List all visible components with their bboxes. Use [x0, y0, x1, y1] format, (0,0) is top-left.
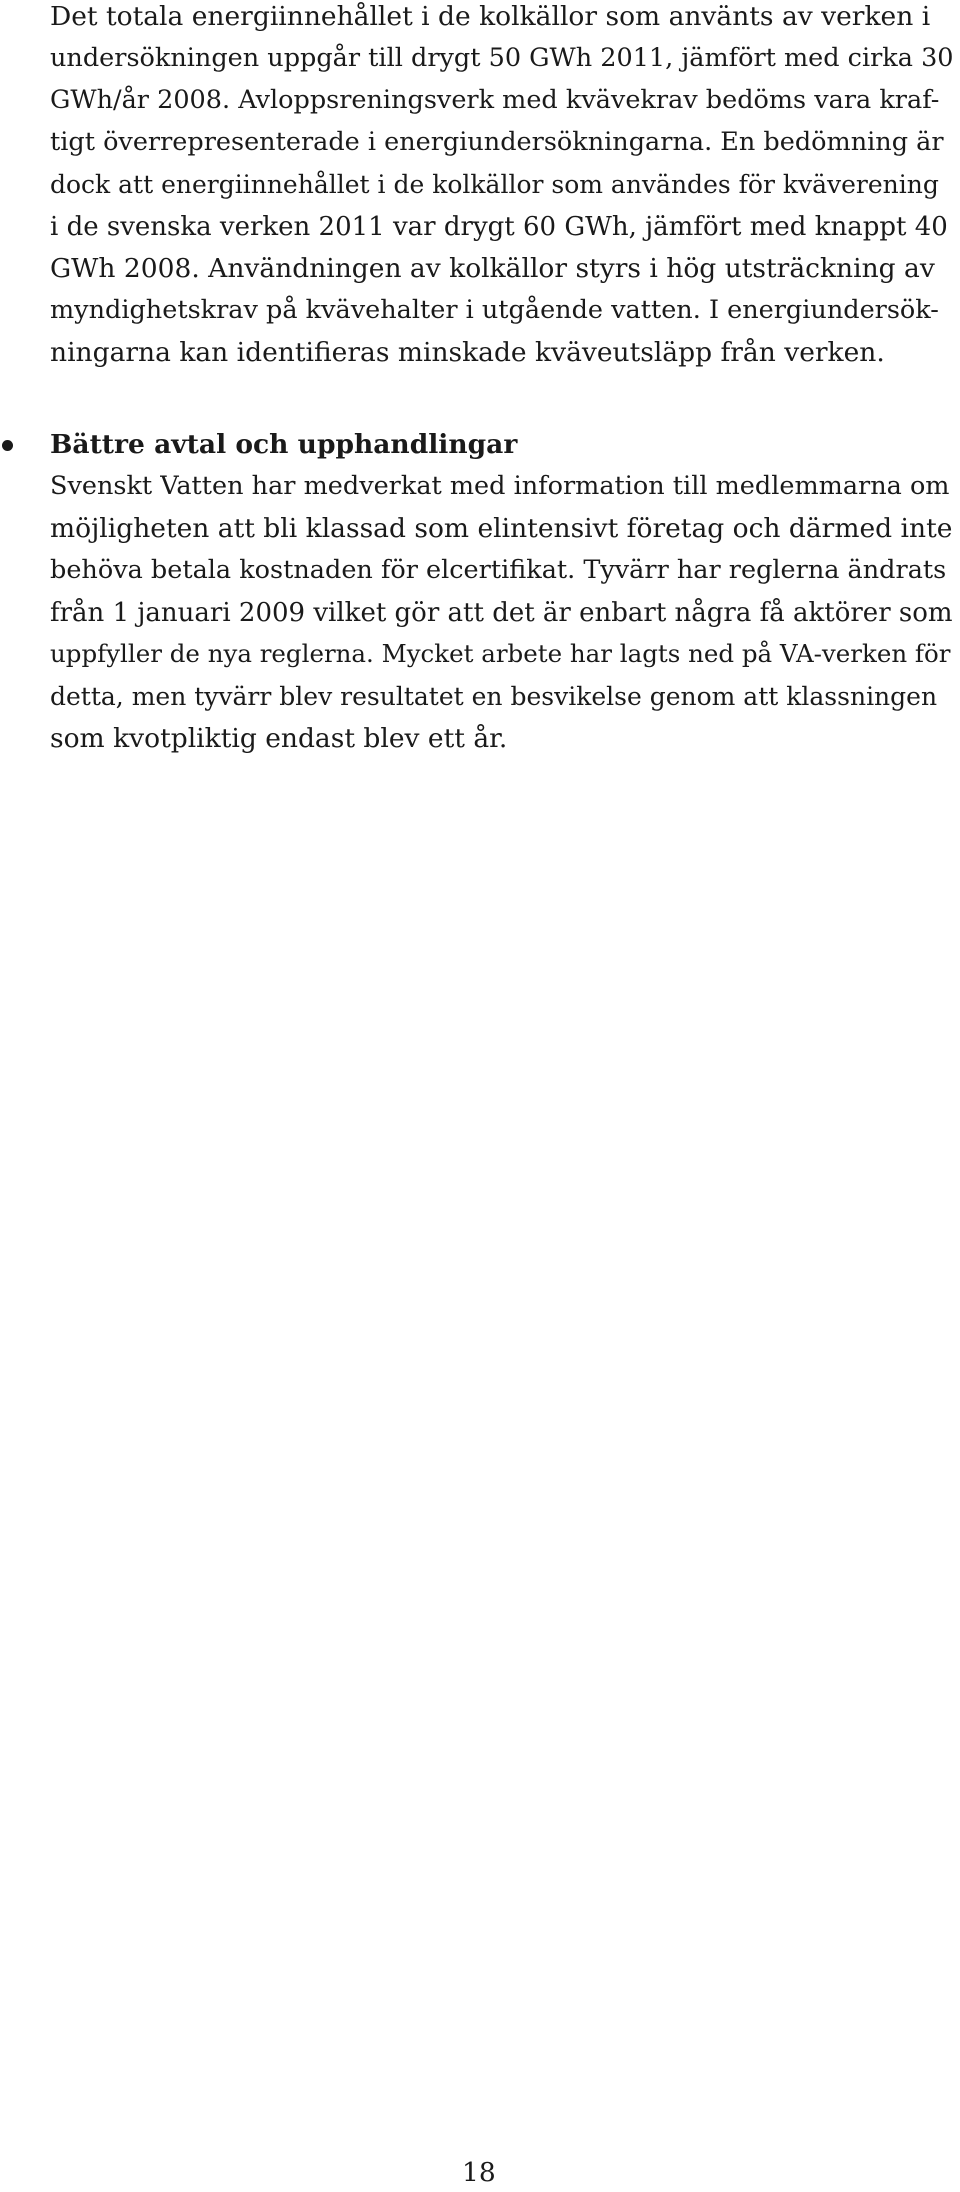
paragraph-line: GWh/år 2008. Avloppsreningsverk med kvävekrav bedöms vara kraf- [50, 85, 940, 115]
paragraph-line: detta, men tyvärr blev resultatet en besvikelse genom att klassningen [50, 682, 938, 711]
section-heading: Bättre avtal och upphandlingar [50, 429, 518, 460]
paragraph-line: i de svenska verken 2011 var drygt 60 GWh, jämfört med knappt 40 [50, 212, 948, 242]
paragraph-line: undersökningen uppgår till drygt 50 GWh 2011, jämfört med cirka 30 [50, 43, 954, 73]
paragraph-line: uppfyller de nya reglerna. Mycket arbete har lagts ned på VA-verken för [50, 639, 951, 668]
paragraph-line: från 1 januari 2009 vilket gör att det är enbart några få aktörer som [50, 598, 953, 628]
paragraph-line: ningarna kan identifieras minskade kväveutsläpp från verken. [50, 337, 885, 368]
paragraph-line: möjligheten att bli klassad som elintensivt företag och därmed inte [50, 513, 953, 544]
paragraph-line: GWh 2008. Användningen av kolkällor styrs i hög utsträckning av [50, 253, 935, 284]
paragraph-line: dock att energiinnehållet i de kolkällor som användes för kväverening [50, 170, 939, 199]
paragraph-line: tigt överrepresenterade i energiundersökningarna. En bedömning är [50, 127, 944, 157]
bullet-icon [2, 440, 13, 451]
paragraph-line: myndighetskrav på kvävehalter i utgående vatten. I energiundersök- [50, 295, 939, 325]
paragraph-line: Svenskt Vatten har medverkat med information till medlemmarna om [50, 471, 950, 501]
page-number: 18 [462, 2157, 496, 2188]
paragraph-line: behöva betala kostnaden för elcertifikat. Tyvärr har reglerna ändrats [50, 555, 947, 585]
paragraph-line: Det totala energiinnehållet i de kolkällor som använts av verken i [50, 1, 931, 32]
paragraph-line: som kvotpliktig endast blev ett år. [50, 723, 508, 754]
